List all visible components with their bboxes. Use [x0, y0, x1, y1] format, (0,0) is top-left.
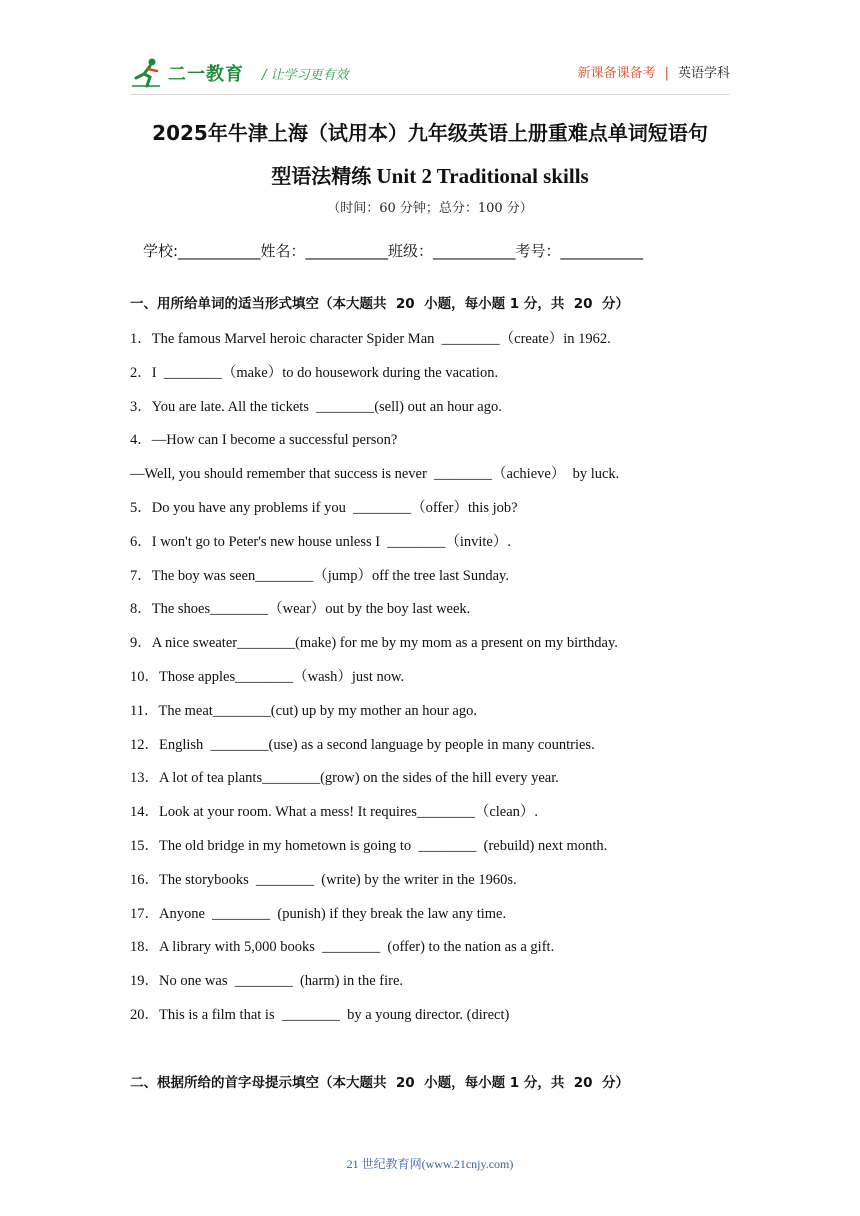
question-item: 9．A nice sweater________(make) for me by my mom as a present on my birthday.: [130, 635, 618, 651]
header-right: [578, 62, 730, 81]
page-footer: 21 世纪教育网(www.21cnjy.com): [346, 1157, 514, 1171]
question-item: 15．The old bridge in my hometown is going to ________ (rebuild) next month.: [130, 838, 608, 854]
question-item: 19．No one was ________ (harm) in the fire.: [130, 973, 404, 989]
question-item: 1．The famous Marvel heroic character Spider Man ________（create）in 1962.: [130, 331, 611, 347]
student-info-line: 学校:___________姓名：___________班级：___________考号：___________: [143, 242, 644, 260]
slogan: / 让学习更有效: [262, 67, 349, 83]
header-tag-subject: 英语学科: [677, 66, 730, 81]
header-tag-prep: 新课备课备考: [577, 66, 656, 81]
question-item: 7．The boy was seen________（jump）off the tree last Sunday.: [130, 568, 509, 584]
runner-logo-icon: [130, 56, 164, 90]
logo: [130, 52, 349, 94]
page-title-line2: [100, 160, 760, 189]
logo-text: 二一教育: [168, 64, 244, 85]
header-separator: |: [664, 66, 669, 81]
question-item: —Well, you should remember that success is never ________（achieve） by luck.: [130, 466, 620, 482]
question-item: 20．This is a film that is ________ by a young director. (direct): [130, 1007, 510, 1023]
question-item: 14．Look at your room. What a mess! It requires________（clean）.: [130, 804, 539, 820]
question-item: 17．Anyone ________ (punish) if they break the law any time.: [130, 906, 507, 922]
question-item: 5．Do you have any problems if you ________（offer）this job?: [130, 500, 518, 516]
question-item: 11．The meat________(cut) up by my mother an hour ago.: [130, 703, 477, 719]
question-item: 10．Those apples________（wash）just now.: [130, 669, 405, 685]
question-item: 16．The storybooks ________ (write) by the writer in the 1960s.: [130, 872, 517, 888]
question-item: 18．A library with 5,000 books ________ (offer) to the nation as a gift.: [130, 939, 555, 955]
question-item: 12．English ________(use) as a second language by people in many countries.: [130, 737, 595, 753]
header-divider: [130, 94, 730, 95]
title-line2-en: Unit 2 Traditional skills: [371, 164, 589, 188]
question-item: 2．I ________（make）to do housework during the vacation.: [130, 365, 499, 381]
question-item: 8．The shoes________（wear）out by the boy last week.: [130, 601, 471, 617]
question-item: 6．I won't go to Peter's new house unless I ________（invite）.: [130, 534, 511, 550]
page-header: [130, 52, 730, 94]
exam-time-score: （时间：60 分钟；总分：100 分）: [327, 201, 533, 216]
question-item: 13．A lot of tea plants________(grow) on the sides of the hill every year.: [130, 770, 559, 786]
section1-heading: 一、用所给单词的适当形式填空（本大题共 20 小题，每小题 1 分，共 20 分）: [130, 296, 629, 312]
page-title-line1: 2025年牛津上海（试用本）九年级英语上册重难点单词短语句: [152, 121, 708, 145]
title-line2-cn: 型语法精练: [271, 164, 372, 188]
question-item: 3．You are late. All the tickets ________(sell) out an hour ago.: [130, 399, 502, 415]
section2-heading: 二、根据所给的首字母提示填空（本大题共 20 小题，每小题 1 分，共 20 分）: [130, 1075, 629, 1091]
question-item: 4．—How can I become a successful person?: [130, 432, 398, 448]
